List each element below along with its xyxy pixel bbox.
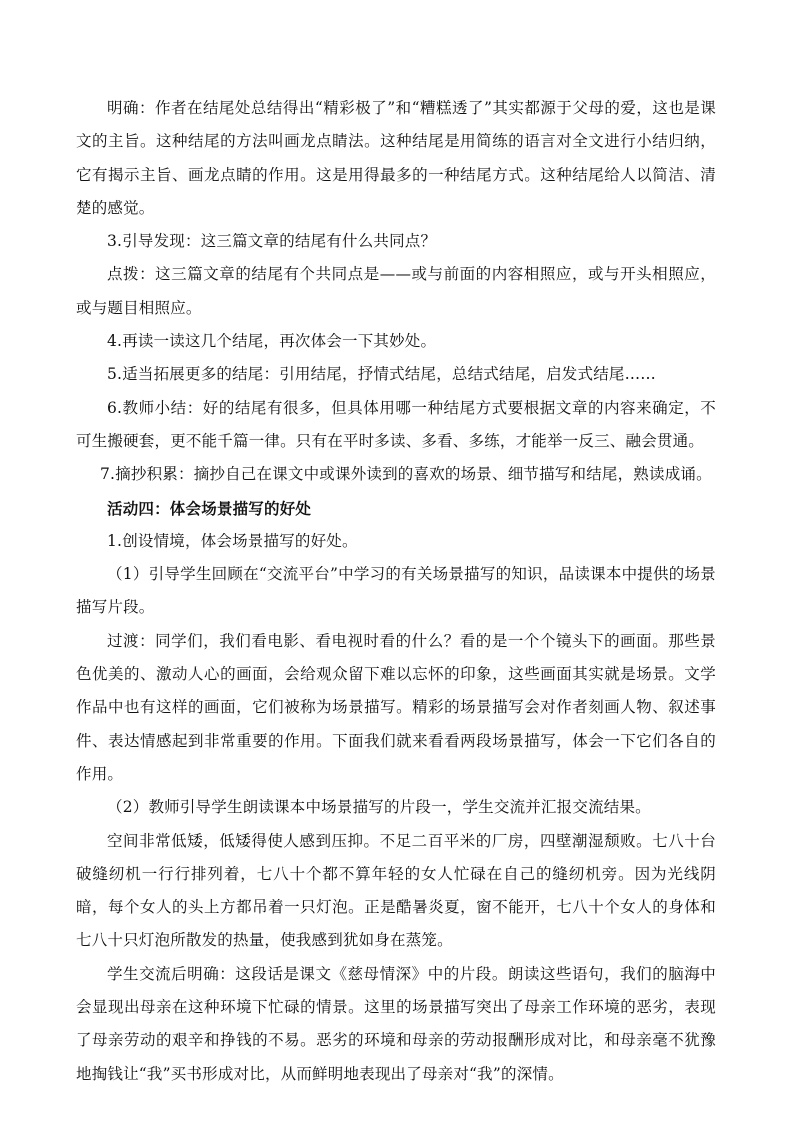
paragraph-conclusion-explanation: 明确：作者在结尾处总结得出“精彩极了”和“糟糕透了”其实都源于父母的爱，这也是课文的主旨。这种结尾的方法叫画龙点睛法。这种结尾是用简练的语言对全文进行小结归纳，它有揭示主旨、画龙点睛的作用。这是用得最多的一种结尾方式。这种结尾给人以简洁、清楚的感觉。 <box>76 99 716 217</box>
paragraph-excerpt: 空间非常低矮，低矮得使人感到压抑。不足二百平米的厂房，四壁潮湿颓败。七八十台破缝纫机一行行排列着，七八十个都不算年轻的女人忙碌在自己的缝纫机旁。因为光线阴暗，每个女人的头上方都吊着一只灯泡。正是酷暑炎夏，窗不能开，七八十个女人的身体和七八十只灯泡所散发的热量，使我感到犹如身在蒸笼。 <box>76 831 716 950</box>
paragraph-step-4: 4.再读一读这几个结尾，再次体会一下其妙处。 <box>107 332 437 351</box>
paragraph-step-5: 5.适当拓展更多的结尾：引用结尾，抒情式结尾，总结式结尾，启发式结尾…… <box>107 365 656 384</box>
paragraph-transition: 过渡：同学们，我们看电影、看电视时看的什么？看的是一个个镜头下的画面。那些景色优美的、激动人心的画面，会给观众留下难以忘怀的印象，这些画面其实就是场景。文学作品中也有这样的画面，它们被称为场景描写。精彩的场景描写会对作者刻画人物、叙述事件、表达情感起到非常重要的作用。下面我们就来看看两段场景描写，体会一下它们各自的作用。 <box>76 631 716 783</box>
paragraph-step-6: 6.教师小结：好的结尾有很多，但具体用哪一种结尾方式要根据文章的内容来确定，不可生搬硬套，更不能千篇一律。只有在平时多读、多看、多练，才能举一反三、融会贯通。 <box>76 398 716 450</box>
paragraph-step-3: 3.引导发现：这三篇文章的结尾有什么共同点？ <box>107 232 437 251</box>
paragraph-substep-1: （1）引导学生回顾在“交流平台”中学习的有关场景描写的知识，品读课本中提供的场景描写片段。 <box>76 565 716 617</box>
paragraph-substep-2: （2）教师引导学生朗读课本中场景描写的片段一，学生交流并汇报交流结果。 <box>107 798 651 817</box>
paragraph-student-conclusion: 学生交流后明确：这段话是课文《慈母情深》中的片段。朗读这些语句，我们的脑海中会显现出母亲在这种环境下忙碌的情景。这里的场景描写突出了母亲工作环境的恶劣，表现了母亲劳动的艰辛和挣钱的不易。恶劣的环境和母亲的劳动报酬形成对比，和母亲毫不犹豫地掏钱让“我”买书形成对比，从而鲜明地表现出了母亲对“我”的深情。 <box>76 964 716 1083</box>
paragraph-activity-step-1: 1.创设情境，体会场景描写的好处。 <box>107 531 358 550</box>
paragraph-step-7: 7.摘抄积累：摘抄自己在课文中或课外读到的喜欢的场景、细节描写和结尾，熟读成诵。 <box>100 465 712 484</box>
section-heading-activity-4: 活动四：体会场景描写的好处 <box>107 498 312 518</box>
paragraph-hint: 点拨：这三篇文章的结尾有个共同点是——或与前面的内容相照应，或与开头相照应，或与题目相照应。 <box>76 265 716 317</box>
